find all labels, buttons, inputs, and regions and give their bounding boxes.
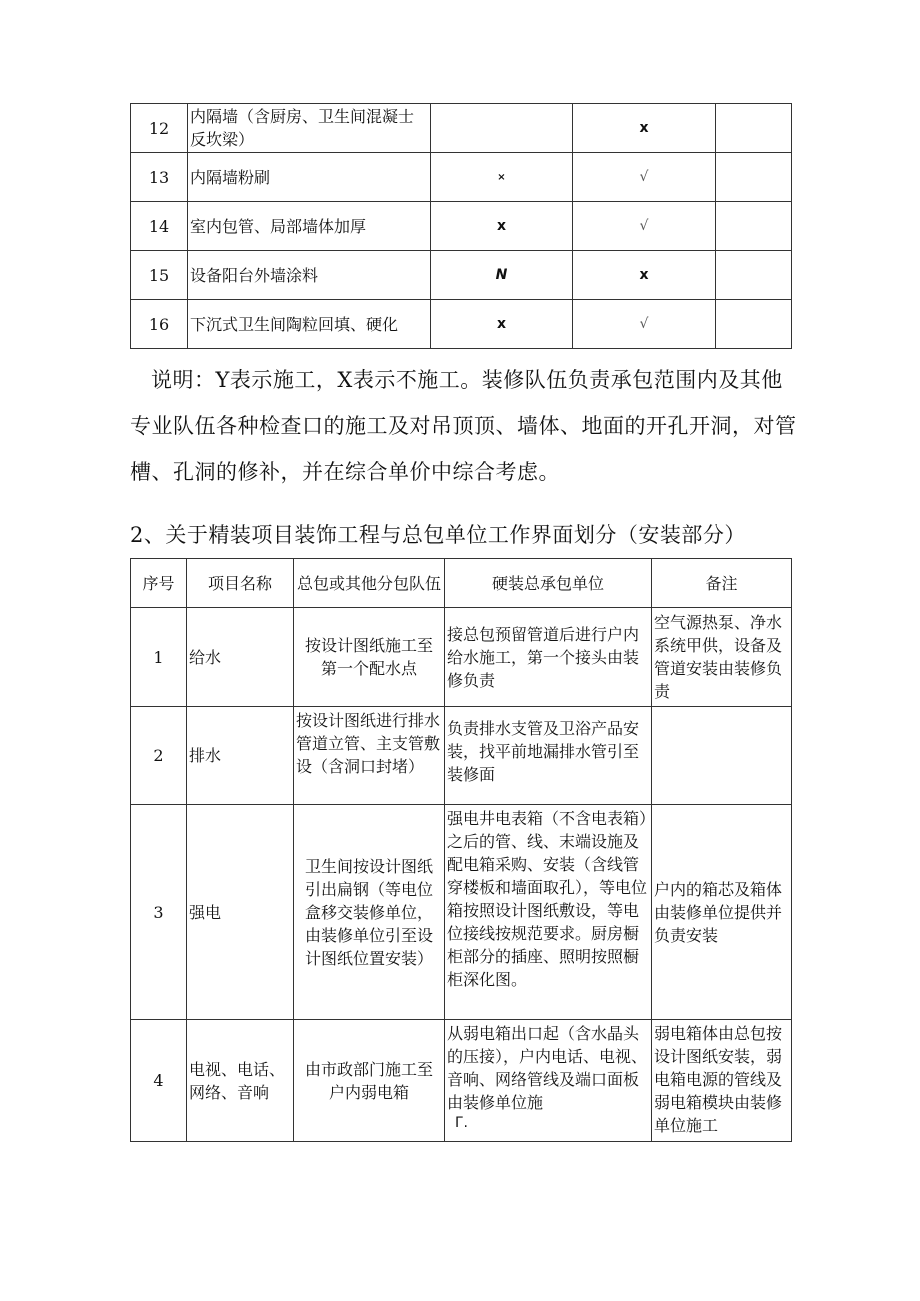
hard-decoration-scope: 负责排水支管及卫浴产品安装，找平前地漏排水管引至装修面	[445, 707, 652, 805]
remark-cell: 弱电箱体由总包按设计图纸安装，弱电箱电源的管线及弱电箱模块由装修单位施工	[652, 1020, 792, 1142]
header-hard-decoration-contractor: 硬装总承包单位	[445, 559, 652, 608]
row-number: 1	[131, 608, 187, 707]
general-contractor-scope: 按设计图纸进行排水管道立管、主支管敷设（含洞口封堵）	[294, 707, 445, 805]
remark-cell	[716, 300, 792, 349]
row-number: 14	[131, 202, 188, 251]
header-general-contractor: 总包或其他分包队伍	[294, 559, 445, 608]
item-name: 给水	[187, 608, 294, 707]
item-name: 强电	[187, 805, 294, 1020]
row-number: 13	[131, 153, 188, 202]
section-heading: 2、关于精装项目装饰工程与总包单位工作界面划分（安装部分）	[130, 523, 746, 547]
remark-cell	[716, 202, 792, 251]
general-contractor-mark: x	[431, 202, 573, 251]
table-row	[131, 251, 792, 300]
general-contractor-mark: N	[431, 251, 573, 300]
row-number: 3	[131, 805, 187, 1020]
item-name: 下沉式卫生间陶粒回填、硬化	[188, 300, 431, 349]
table-row	[131, 707, 792, 805]
table-row	[131, 202, 792, 251]
general-contractor-scope: 卫生间按设计图纸引出扁钢（等电位盒移交装修单位，由装修单位引至设计图纸位置安装）	[294, 805, 445, 1020]
header-number: 序号	[131, 559, 187, 608]
general-contractor-scope: 由市政部门施工至户内弱电箱	[294, 1020, 445, 1142]
decoration-contractor-mark: x	[573, 251, 716, 300]
table-row	[131, 805, 792, 1020]
hard-decoration-scope-text: 从弱电箱出口起（含水晶头的压接），户内电话、电视、音响、网络管线及端口面板由装修单位施	[447, 1024, 648, 1112]
item-name: 设备阳台外墙涂料	[188, 251, 431, 300]
civil-scope-table	[130, 103, 792, 349]
decoration-contractor-mark: x	[573, 104, 716, 153]
remark-cell	[716, 251, 792, 300]
remark-cell: 户内的箱芯及箱体由装修单位提供并负责安装	[652, 805, 792, 1020]
table-row	[131, 1020, 792, 1142]
row-number: 16	[131, 300, 188, 349]
item-name: 排水	[187, 707, 294, 805]
general-contractor-mark: x	[431, 300, 573, 349]
row-number: 2	[131, 707, 187, 805]
table-row	[131, 608, 792, 707]
decoration-contractor-mark: √	[573, 153, 716, 202]
row-number: 12	[131, 104, 188, 153]
row-number: 15	[131, 251, 188, 300]
item-name: 电视、电话、网络、音响	[187, 1020, 294, 1142]
general-contractor-mark: ×	[431, 153, 573, 202]
table-row	[131, 104, 792, 153]
decoration-contractor-mark: √	[573, 202, 716, 251]
general-contractor-scope: 按设计图纸施工至第一个配水点	[294, 608, 445, 707]
hard-decoration-scope: 强电井电表箱（不含电表箱）之后的管、线、末端设施及配电箱采购、安装（含线管穿楼板和墙面取孔），等电位箱按照设计图纸敷设，等电位接线按规范要求。厨房橱柜部分的插座、照明按照橱柜深化图。	[445, 805, 652, 1020]
header-item-name: 项目名称	[187, 559, 294, 608]
table-header-row	[131, 559, 792, 608]
table-row	[131, 300, 792, 349]
explanation-note: 说明：Y表示施工，X表示不施工。装修队伍负责承包范围内及其他专业队伍各种检查口的施工及对吊顶顶、墙体、地面的开孔开洞，对管槽、孔洞的修补，并在综合单价中综合考虑。	[130, 368, 797, 484]
decoration-contractor-mark: √	[573, 300, 716, 349]
stray-mark: Г.	[455, 1115, 468, 1131]
header-remark: 备注	[652, 559, 792, 608]
remark-cell: 空气源热泵、净水系统甲供，设备及管道安装由装修负责	[652, 608, 792, 707]
row-number: 4	[131, 1020, 187, 1142]
general-contractor-mark	[431, 104, 573, 153]
remark-cell	[716, 104, 792, 153]
item-name: 内隔墙粉刷	[188, 153, 431, 202]
hard-decoration-scope	[445, 1020, 652, 1142]
item-name: 内隔墙（含厨房、卫生间混凝士反坎梁）	[188, 104, 431, 153]
remark-cell	[716, 153, 792, 202]
item-name: 室内包管、局部墙体加厚	[188, 202, 431, 251]
hard-decoration-scope: 接总包预留管道后进行户内给水施工，第一个接头由装修负责	[445, 608, 652, 707]
installation-scope-table	[130, 558, 792, 1142]
remark-cell	[652, 707, 792, 805]
table-row	[131, 153, 792, 202]
